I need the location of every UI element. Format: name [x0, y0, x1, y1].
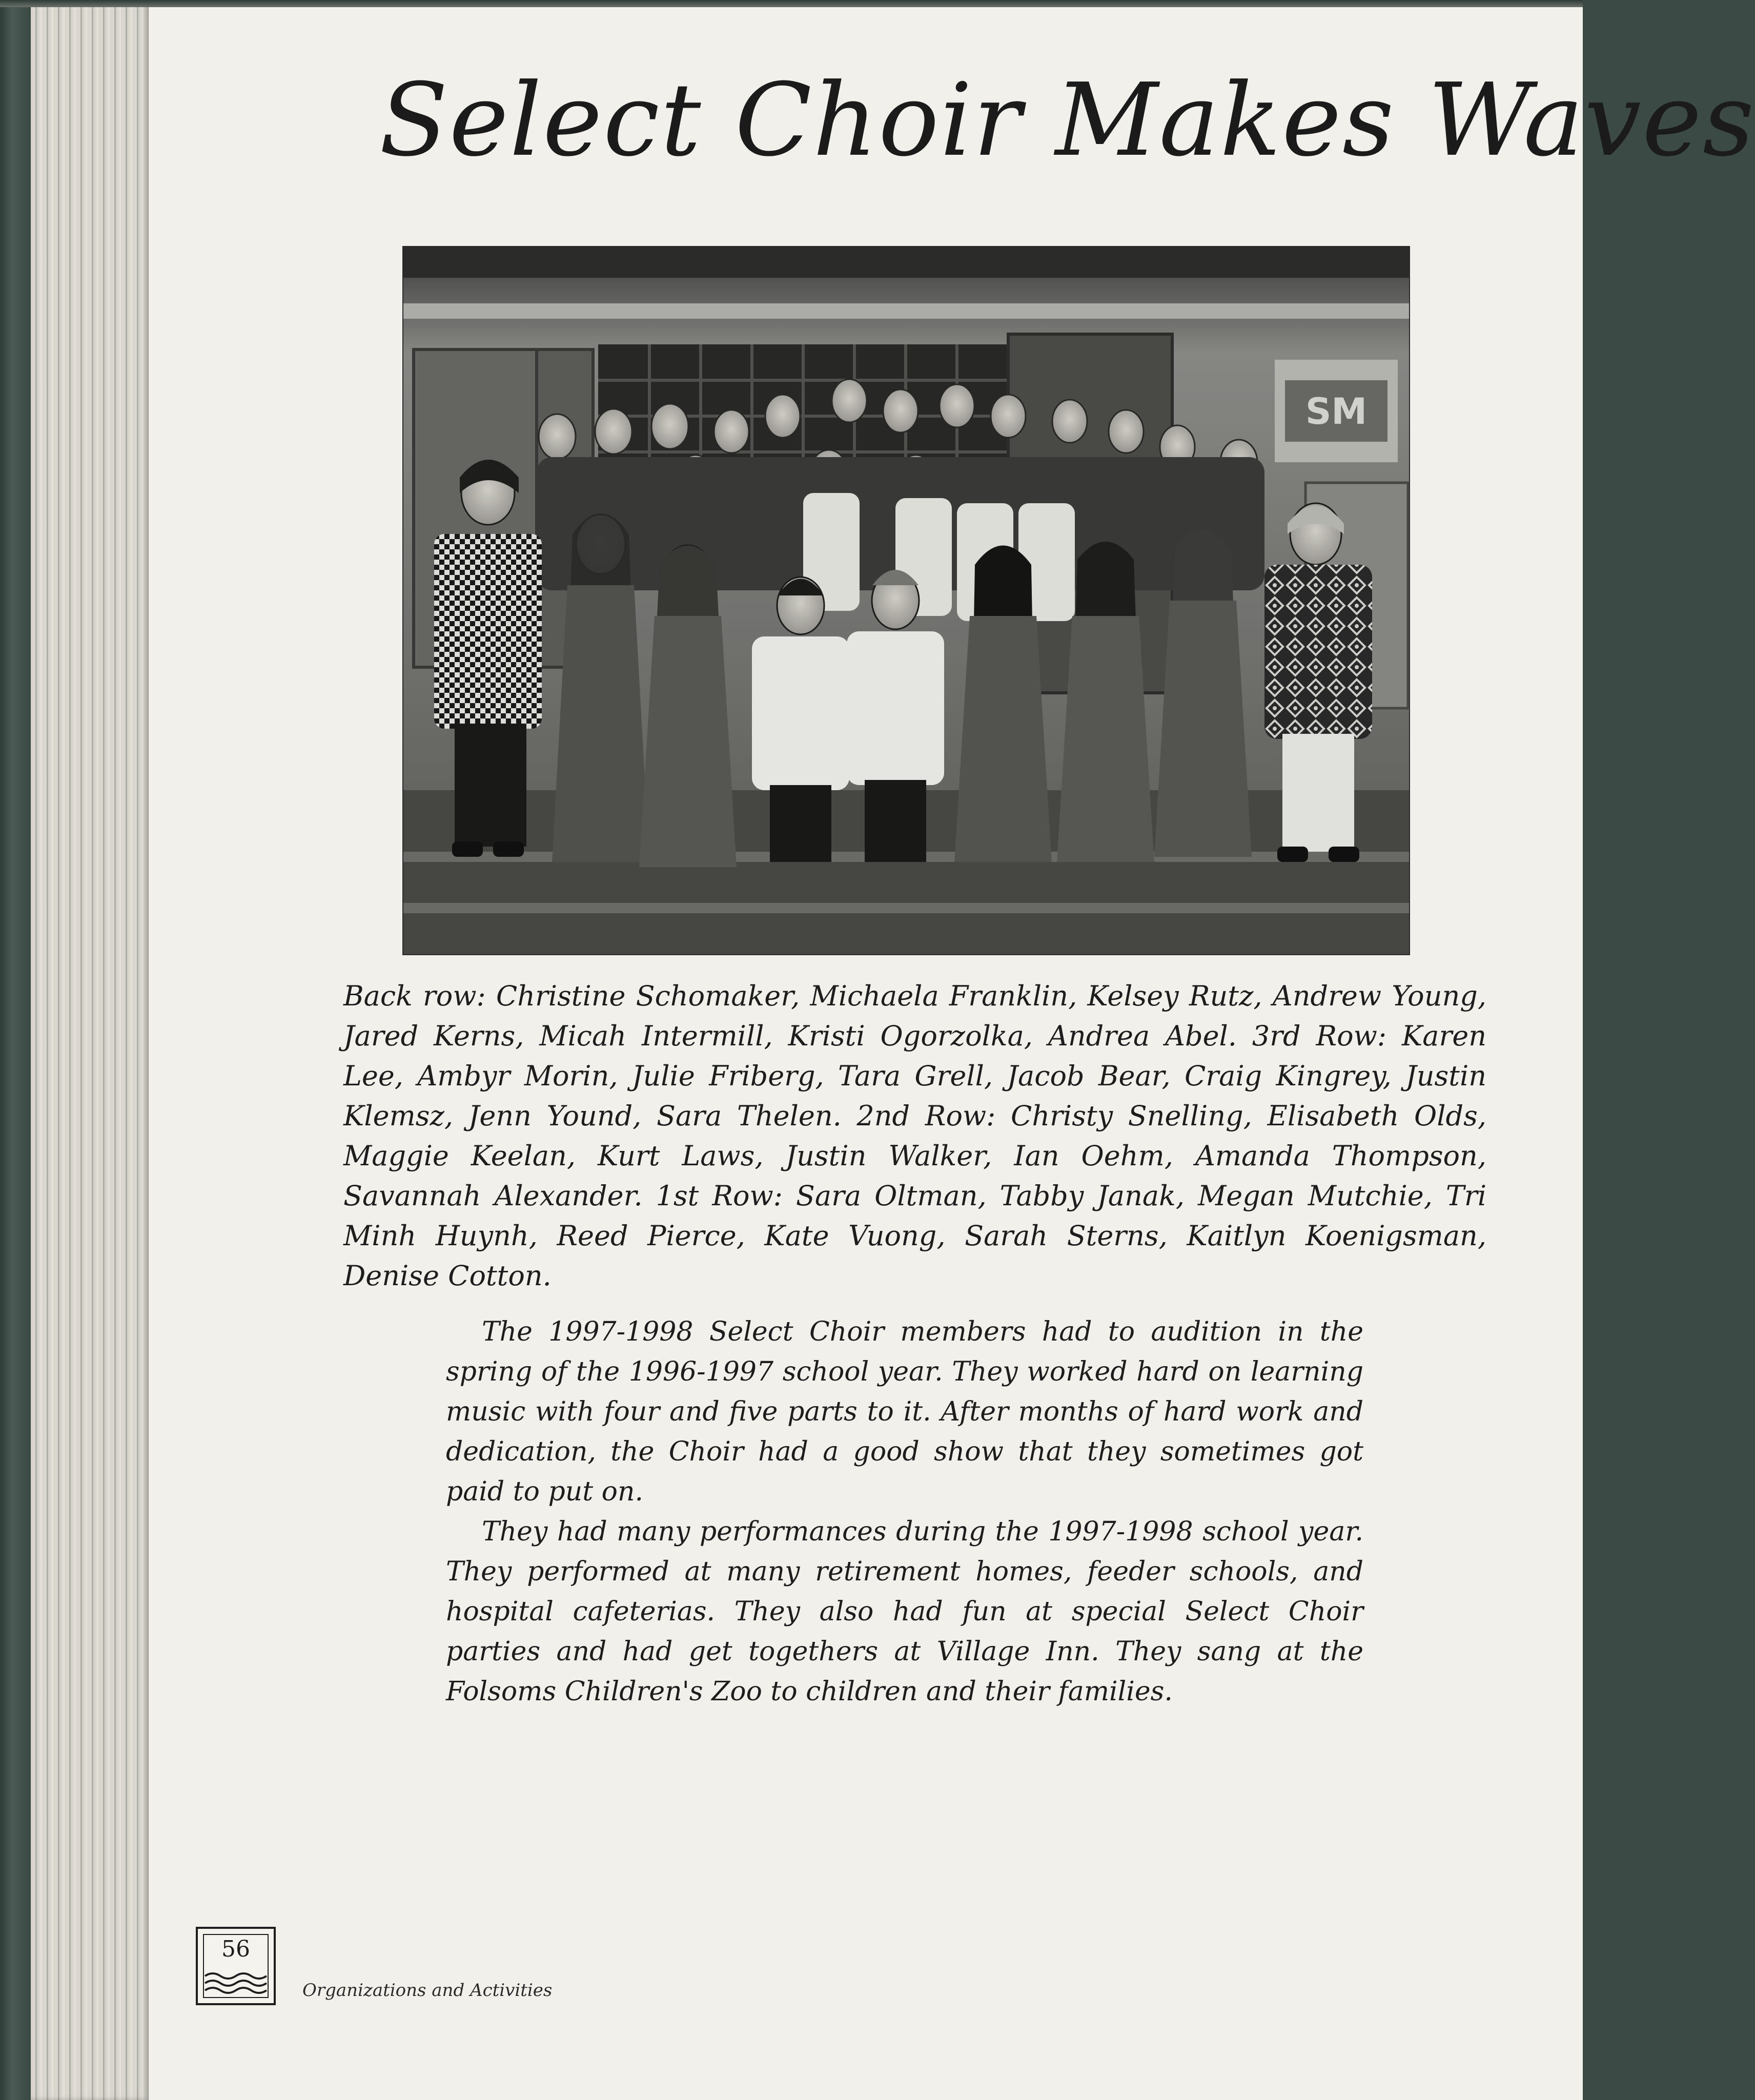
page-title: Select Choir Makes Waves: [379, 62, 1755, 179]
svg-text:SM: SM: [1305, 390, 1368, 433]
group-photo: [402, 246, 1410, 955]
waves-icon: [205, 1971, 267, 1993]
body-paragraph-1: The 1997-1998 Select Choir members had to audition in the spring of the 1996-1997 school year. They worked hard on learning music with four and five parts to it. After months of hard work and dedication, the Choir had a good show that they sometimes got paid to put on.: [446, 1316, 1363, 1507]
top-edge: [0, 0, 1583, 7]
section-label: Organizations and Activities: [302, 1980, 553, 2001]
page-number: 56: [221, 1936, 250, 1962]
photo-caption: Back row: Christine Schomaker, Michaela Franklin, Kelsey Rutz, Andrew Young, Jared Kerns, Micah Intermill, Kristi Ogorzolka, Andrea Abel. 3rd Row: Karen Lee, Ambyr Morin, Julie Friberg, Tara Grell, Jacob Bear, Craig Kingrey, Justin Klemsz, Jenn Yound, Sara Thelen. 2nd Row: Christy Snelling, Elisabeth Olds, Maggie Keelan, Kurt Laws, Justin Walker, Ian Oehm, Amanda Thompson, Savannah Alexander. 1st Row: Sara Oltman, Tabby Janak, Megan Mutchie, Tri Minh Huynh, Reed Pierce, Kate Vuong, Sarah Sterns, Kaitlyn Koenigsman, Denise Cotton.: [343, 980, 1486, 1292]
body-paragraph-2: They had many performances during the 1997-1998 school year. They performed at many retirement homes, feeder schools, and hospital cafeterias. They also had fun at special Select Choir parties and had get togethers at Village Inn. They sang at the Folsoms Children's Zoo to children and their families.: [446, 1516, 1363, 1707]
group-photo-image: [403, 247, 1409, 954]
page-number-box: [196, 1927, 276, 2005]
book-binding: [0, 0, 31, 2100]
page-edge-stack: [31, 0, 149, 2100]
